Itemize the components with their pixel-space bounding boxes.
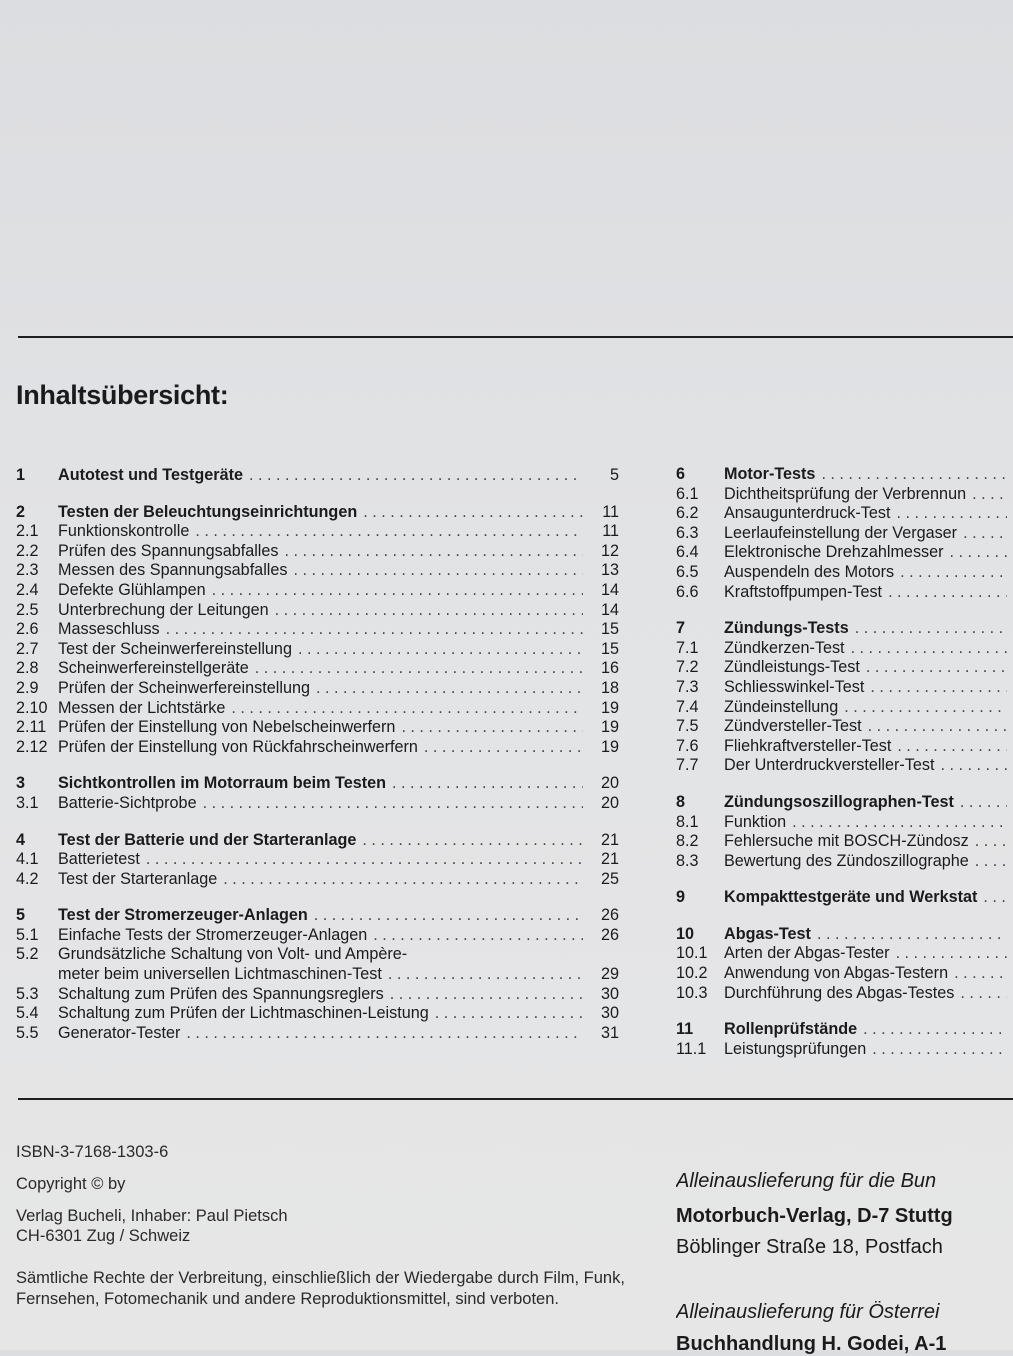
dot-leader bbox=[960, 793, 1007, 812]
entry-title: Unterbrechung der Leitungen bbox=[58, 600, 269, 619]
entry-number: 6.5 bbox=[676, 562, 699, 581]
entry-number: 7.1 bbox=[676, 638, 699, 657]
entry-page: 21 bbox=[600, 850, 619, 869]
entry-number: 2 bbox=[16, 502, 26, 521]
dot-leader bbox=[863, 1020, 1007, 1039]
dot-leader bbox=[275, 601, 583, 620]
dot-leader bbox=[186, 1024, 583, 1043]
dot-leader bbox=[855, 619, 1007, 638]
entry-number: 2.3 bbox=[16, 561, 39, 580]
toc-chapter-entry bbox=[676, 619, 1013, 639]
entry-title: Der Unterdruckversteller-Test bbox=[724, 756, 935, 775]
toc-entry bbox=[16, 965, 619, 985]
toc-group bbox=[676, 619, 1013, 776]
entry-title: Fehlersuche mit BOSCH-Zündosz bbox=[724, 832, 969, 851]
entry-number: 2.1 bbox=[16, 522, 39, 541]
entry-page: 19 bbox=[600, 698, 619, 717]
entry-page: 30 bbox=[600, 1004, 619, 1023]
entry-title: Autotest und Testgeräte bbox=[58, 466, 243, 484]
entry-number: 8.3 bbox=[676, 851, 699, 870]
toc-chapter-entry bbox=[676, 793, 1013, 813]
dot-leader bbox=[362, 831, 583, 850]
entry-title: Schliesswinkel-Test bbox=[724, 677, 865, 696]
entry-page: 15 bbox=[600, 639, 619, 658]
entry-page: 16 bbox=[600, 659, 619, 678]
toc-group bbox=[676, 888, 1013, 908]
distribution-line-3: Böblinger Straße 18, Postfach bbox=[676, 1236, 943, 1258]
dot-leader bbox=[972, 485, 1007, 504]
toc-entry bbox=[676, 832, 1013, 852]
entry-page: 11 bbox=[602, 502, 619, 521]
toc-entry bbox=[676, 563, 1013, 583]
toc-chapter-entry bbox=[676, 925, 1013, 945]
entry-number: 10 bbox=[676, 924, 695, 943]
toc-entry bbox=[16, 1024, 619, 1044]
publisher-line: Verlag Bucheli, Inhaber: Paul Pietsch bbox=[16, 1207, 288, 1225]
toc-entry bbox=[676, 504, 1013, 524]
dot-leader bbox=[373, 926, 583, 945]
entry-title: Kraftstoffpumpen-Test bbox=[724, 582, 883, 601]
entry-number: 2.5 bbox=[16, 600, 39, 619]
entry-title: Scheinwerfereinstellgeräte bbox=[58, 659, 249, 678]
entry-number: 4.2 bbox=[16, 869, 39, 888]
bottom-rule bbox=[18, 1098, 1013, 1100]
toc-entry bbox=[16, 718, 619, 738]
entry-title: Arten der Abgas-Tester bbox=[724, 944, 890, 963]
entry-number: 7.2 bbox=[676, 658, 699, 677]
entry-number: 2.9 bbox=[16, 678, 39, 697]
entry-title: Batterie-Sichtprobe bbox=[58, 793, 197, 812]
entry-title: Masseschluss bbox=[58, 620, 160, 639]
entry-number: 6 bbox=[676, 465, 686, 483]
toc-group bbox=[16, 503, 619, 758]
dot-leader bbox=[390, 985, 583, 1004]
entry-number: 7.3 bbox=[676, 677, 699, 696]
dot-leader bbox=[896, 504, 1007, 523]
dot-leader bbox=[424, 738, 583, 757]
entry-page: 25 bbox=[600, 869, 619, 888]
entry-title: Rollenprüfstände bbox=[724, 1020, 858, 1039]
dot-leader bbox=[941, 756, 1008, 775]
entry-page: 26 bbox=[600, 925, 619, 944]
toc-entry bbox=[676, 639, 1013, 659]
toc-entry bbox=[676, 984, 1013, 1004]
rights-notice: Sämtliche Rechte der Verbreitung, einschließlich der Wiedergabe durch Film, Funk, Fernsehen, Fotomechanik und andere Reproduktionsmittel, sind verboten. bbox=[16, 1269, 625, 1308]
dot-leader bbox=[866, 658, 1007, 677]
toc-chapter-entry bbox=[16, 831, 619, 851]
toc-entry bbox=[16, 945, 619, 965]
entry-number: 6.4 bbox=[676, 543, 699, 562]
dot-leader bbox=[314, 906, 583, 925]
entry-number: 4 bbox=[16, 830, 26, 849]
entry-number: 7 bbox=[676, 619, 686, 638]
toc-group bbox=[676, 1020, 1013, 1059]
publisher-address: CH-6301 Zug / Schweiz bbox=[16, 1227, 191, 1245]
entry-title: Sichtkontrollen im Motorraum beim Testen bbox=[58, 774, 386, 793]
toc-chapter-entry bbox=[16, 466, 619, 486]
entry-number: 2.7 bbox=[16, 639, 39, 658]
dot-leader bbox=[983, 888, 1007, 907]
dot-leader bbox=[872, 1040, 1007, 1059]
entry-number: 7.6 bbox=[676, 736, 699, 755]
toc-entry bbox=[676, 524, 1013, 544]
entry-number: 3 bbox=[16, 774, 26, 793]
dot-leader bbox=[223, 870, 583, 889]
entry-page: 11 bbox=[602, 522, 619, 541]
isbn: ISBN-3-7168-1303-6 bbox=[16, 1143, 169, 1161]
entry-page: 21 bbox=[600, 830, 619, 849]
dot-leader bbox=[195, 522, 583, 541]
dot-leader bbox=[212, 581, 583, 600]
entry-number: 6.1 bbox=[676, 484, 699, 503]
entry-title: Dichtheitsprüfung der Verbrennun bbox=[724, 484, 967, 503]
toc-entry bbox=[676, 583, 1013, 603]
entry-page: 5 bbox=[609, 466, 619, 484]
entry-page: 20 bbox=[600, 793, 619, 812]
toc-entry bbox=[676, 698, 1013, 718]
toc-entry bbox=[676, 964, 1013, 984]
dot-leader bbox=[975, 832, 1007, 851]
toc-chapter-entry bbox=[16, 906, 619, 926]
dot-leader bbox=[316, 679, 583, 698]
toc-group bbox=[676, 465, 1013, 602]
distribution-line-5: Buchhandlung H. Godei, A-1 bbox=[676, 1333, 947, 1355]
toc-group bbox=[676, 793, 1013, 871]
entry-page: 31 bbox=[600, 1023, 619, 1042]
entry-number: 2.2 bbox=[16, 541, 39, 560]
entry-number: 2.12 bbox=[16, 737, 48, 756]
entry-number: 3.1 bbox=[16, 793, 39, 812]
entry-page: 14 bbox=[600, 600, 619, 619]
entry-title: Elektronische Drehzahlmesser bbox=[724, 543, 944, 562]
toc-chapter-entry bbox=[676, 888, 1013, 908]
entry-title: Zündleistungs-Test bbox=[724, 658, 860, 677]
entry-number: 9 bbox=[676, 888, 686, 907]
entry-number: 1 bbox=[16, 466, 26, 484]
distribution-line-1: Alleinauslieferung für die Bun bbox=[676, 1170, 937, 1192]
toc-entry bbox=[16, 561, 619, 581]
entry-title: Abgas-Test bbox=[724, 924, 811, 943]
toc-entry bbox=[676, 678, 1013, 698]
entry-title: Zündkerzen-Test bbox=[724, 638, 845, 657]
entry-page: 13 bbox=[600, 561, 619, 580]
toc-entry bbox=[16, 699, 619, 719]
entry-number: 8.1 bbox=[676, 812, 699, 831]
entry-title: Defekte Glühlampen bbox=[58, 580, 206, 599]
entry-title: Test der Scheinwerfereinstellung bbox=[58, 639, 292, 658]
toc-chapter-entry bbox=[676, 1020, 1013, 1040]
entry-page: 12 bbox=[600, 541, 619, 560]
entry-number: 6.3 bbox=[676, 523, 699, 542]
entry-title: Funktionskontrolle bbox=[58, 522, 190, 541]
toc-entry bbox=[676, 543, 1013, 563]
distribution-line-2: Motorbuch-Verlag, D-7 Stuttg bbox=[676, 1205, 953, 1227]
entry-title: Fliehkraftversteller-Test bbox=[724, 736, 892, 755]
toc-entry bbox=[16, 522, 619, 542]
toc-entry bbox=[676, 737, 1013, 757]
entry-page: 19 bbox=[600, 718, 619, 737]
toc-left-column bbox=[16, 466, 619, 1060]
toc-entry bbox=[676, 813, 1013, 833]
distribution-line-4: Alleinauslieferung für Österrei bbox=[676, 1301, 940, 1323]
entry-number: 5.3 bbox=[16, 984, 39, 1003]
entry-title: Leerlaufeinstellung der Vergaser bbox=[724, 523, 958, 542]
dot-leader bbox=[844, 698, 1007, 717]
entry-number: 10.2 bbox=[676, 964, 708, 983]
top-rule bbox=[18, 336, 1013, 338]
entry-title: Ansaugunterdruck-Test bbox=[724, 504, 891, 523]
dot-leader bbox=[298, 640, 583, 659]
dot-leader bbox=[792, 813, 1007, 832]
entry-number: 11 bbox=[676, 1020, 694, 1039]
entry-title: Durchführung des Abgas-Testes bbox=[724, 983, 955, 1002]
entry-title: Anwendung von Abgas-Testern bbox=[724, 964, 949, 983]
toc-entry bbox=[16, 581, 619, 601]
entry-title: Zündeinstellung bbox=[724, 697, 839, 716]
toc-group bbox=[16, 831, 619, 890]
toc-group bbox=[676, 925, 1013, 1003]
entry-title: Testen der Beleuchtungseinrichtungen bbox=[58, 502, 358, 521]
toc-entry bbox=[676, 485, 1013, 505]
dot-leader bbox=[851, 639, 1007, 658]
entry-title: Auspendeln des Motors bbox=[724, 562, 895, 581]
dot-leader bbox=[293, 561, 583, 580]
entry-number: 2.11 bbox=[16, 718, 47, 737]
toc-entry bbox=[16, 985, 619, 1005]
dot-leader bbox=[435, 1004, 583, 1023]
dot-leader bbox=[817, 925, 1007, 944]
entry-number: 10.3 bbox=[676, 983, 708, 1002]
dot-leader bbox=[285, 542, 584, 561]
entry-title: meter beim universellen Lichtmaschinen-Test bbox=[58, 965, 382, 984]
toc-chapter-entry bbox=[16, 774, 619, 794]
entry-title: Zündungsoszillographen-Test bbox=[724, 792, 954, 811]
entry-number: 11.1 bbox=[676, 1039, 707, 1058]
entry-number: 2.10 bbox=[16, 698, 48, 717]
toc-entry bbox=[676, 717, 1013, 737]
dot-leader bbox=[388, 965, 583, 984]
entry-page: 30 bbox=[600, 984, 619, 1003]
entry-number: 7.4 bbox=[676, 697, 699, 716]
entry-page: 29 bbox=[600, 965, 619, 984]
dot-leader bbox=[950, 543, 1007, 562]
entry-title: Messen der Lichtstärke bbox=[58, 698, 226, 717]
dot-leader bbox=[166, 620, 583, 639]
entry-number: 4.1 bbox=[16, 850, 39, 869]
entry-number: 8 bbox=[676, 792, 686, 811]
entry-title: Bewertung des Zündoszillographe bbox=[724, 851, 969, 870]
dot-leader bbox=[249, 466, 583, 485]
entry-number: 2.8 bbox=[16, 659, 39, 678]
entry-title: Generator-Tester bbox=[58, 1023, 181, 1042]
toc-right-column bbox=[676, 465, 1013, 1076]
toc-entry bbox=[16, 794, 619, 814]
entry-title: Zündungs-Tests bbox=[724, 619, 849, 638]
entry-number: 5.1 bbox=[16, 925, 39, 944]
entry-number: 2.6 bbox=[16, 620, 39, 639]
toc-entry bbox=[16, 1004, 619, 1024]
entry-page: 14 bbox=[600, 580, 619, 599]
toc-entry bbox=[16, 850, 619, 870]
copyright-line: Copyright © by bbox=[16, 1175, 126, 1193]
dot-leader bbox=[203, 794, 583, 813]
entry-number: 6.2 bbox=[676, 504, 699, 523]
dot-leader bbox=[392, 774, 583, 793]
toc-entry bbox=[16, 870, 619, 890]
toc-entry bbox=[16, 640, 619, 660]
dot-leader bbox=[868, 717, 1007, 736]
dot-leader bbox=[888, 583, 1007, 602]
toc-chapter-entry bbox=[16, 503, 619, 523]
entry-title: Prüfen der Einstellung von Rückfahrscheinwerfern bbox=[58, 737, 418, 756]
entry-title: Zündversteller-Test bbox=[724, 717, 862, 736]
toc-entry bbox=[16, 679, 619, 699]
toc-entry bbox=[676, 944, 1013, 964]
entry-number: 5.4 bbox=[16, 1004, 39, 1023]
toc-group bbox=[16, 466, 619, 486]
entry-title: Test der Starteranlage bbox=[58, 869, 218, 888]
toc-entry bbox=[16, 620, 619, 640]
entry-title: Funktion bbox=[724, 812, 787, 831]
entry-number: 7.7 bbox=[676, 756, 699, 775]
dot-leader bbox=[897, 737, 1007, 756]
dot-leader bbox=[963, 524, 1007, 543]
toc-chapter-entry bbox=[676, 465, 1013, 485]
entry-number: 7.5 bbox=[676, 717, 699, 736]
dot-leader bbox=[870, 678, 1007, 697]
entry-page: 15 bbox=[600, 620, 619, 639]
dot-leader bbox=[231, 699, 583, 718]
entry-title: Schaltung zum Prüfen der Lichtmaschinen-Leistung bbox=[58, 1004, 429, 1023]
dot-leader bbox=[960, 984, 1007, 1003]
entry-number: 10.1 bbox=[676, 944, 708, 963]
entry-title: Messen des Spannungsabfalles bbox=[58, 561, 288, 580]
entry-number: 5.5 bbox=[16, 1023, 39, 1042]
toc-group bbox=[16, 906, 619, 1043]
toc-group bbox=[16, 774, 619, 813]
entry-title: Prüfen des Spannungsabfalles bbox=[58, 541, 279, 560]
dot-leader bbox=[975, 852, 1007, 871]
toc-entry bbox=[676, 852, 1013, 872]
entry-title: Test der Batterie und der Starteranlage bbox=[58, 830, 357, 849]
entry-number: 6.6 bbox=[676, 582, 699, 601]
entry-title: Prüfen der Einstellung von Nebelscheinwerfern bbox=[58, 718, 396, 737]
entry-title: Batterietest bbox=[58, 850, 140, 869]
entry-title: Grundsätzliche Schaltung von Volt- und Ampère- bbox=[58, 945, 408, 964]
dot-leader bbox=[255, 659, 583, 678]
toc-entry bbox=[16, 738, 619, 758]
entry-title: Einfache Tests der Stromerzeuger-Anlagen bbox=[58, 925, 368, 944]
dot-leader bbox=[900, 563, 1007, 582]
toc-entry bbox=[676, 1040, 1013, 1060]
entry-number: 5.2 bbox=[16, 945, 39, 964]
dot-leader bbox=[896, 944, 1007, 963]
entry-title: Kompakttestgeräte und Werkstat bbox=[724, 888, 978, 907]
toc-entry bbox=[676, 756, 1013, 776]
toc-entry bbox=[16, 926, 619, 946]
entry-title: Motor-Tests bbox=[724, 465, 816, 483]
entry-title: Test der Stromerzeuger-Anlagen bbox=[58, 906, 308, 925]
toc-entry bbox=[676, 658, 1013, 678]
entry-title: Schaltung zum Prüfen des Spannungsreglers bbox=[58, 984, 384, 1003]
entry-number: 5 bbox=[16, 906, 26, 925]
toc-entry bbox=[16, 542, 619, 562]
entry-number: 8.2 bbox=[676, 832, 699, 851]
imprint-block bbox=[16, 1142, 288, 1246]
entry-title: Leistungsprüfungen bbox=[724, 1039, 867, 1058]
entry-page: 20 bbox=[600, 774, 619, 793]
toc-entry bbox=[16, 659, 619, 679]
dot-leader bbox=[821, 465, 1007, 484]
dot-leader bbox=[363, 503, 583, 522]
dot-leader bbox=[401, 718, 583, 737]
entry-page: 19 bbox=[600, 737, 619, 756]
toc-heading: Inhaltsübersicht: bbox=[16, 380, 229, 410]
entry-page: 26 bbox=[600, 906, 619, 925]
toc-entry bbox=[16, 601, 619, 621]
entry-number: 2.4 bbox=[16, 580, 39, 599]
dot-leader bbox=[954, 964, 1007, 983]
entry-page: 18 bbox=[600, 678, 619, 697]
entry-title: Prüfen der Scheinwerfereinstellung bbox=[58, 678, 310, 697]
dot-leader bbox=[146, 850, 583, 869]
